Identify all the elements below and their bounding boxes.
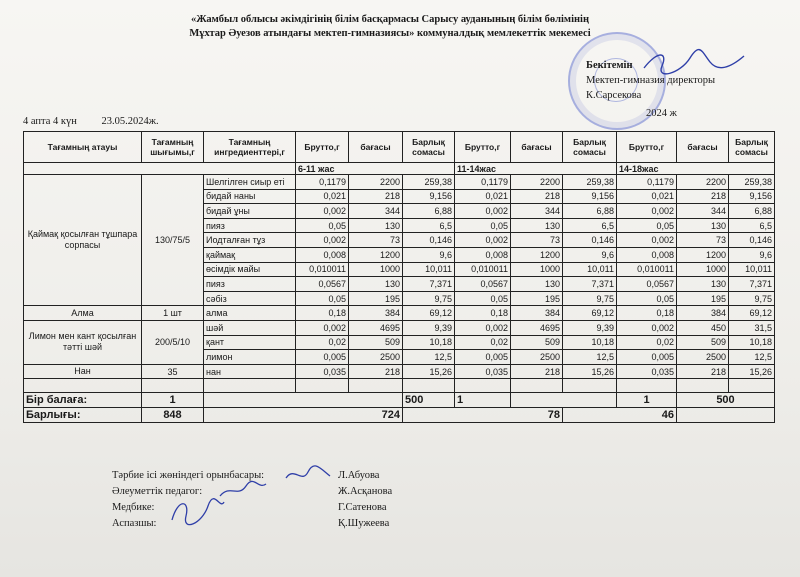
ingredient-value: 9,6 bbox=[403, 247, 455, 262]
ingredient-value: 12,5 bbox=[729, 350, 775, 365]
ingredient-value: 0,05 bbox=[617, 218, 677, 233]
approval-date-line bbox=[586, 106, 715, 121]
ingredient-row bbox=[24, 320, 775, 335]
ingredient-name: қаймақ bbox=[204, 247, 296, 262]
totals-d: 46 bbox=[563, 408, 677, 423]
ingredient-value: 4695 bbox=[511, 320, 563, 335]
ingredient-value: 509 bbox=[511, 335, 563, 350]
ingredient-value: 9,156 bbox=[729, 189, 775, 204]
ingredient-value: 2200 bbox=[349, 175, 403, 190]
ingredient-value: 9,6 bbox=[729, 247, 775, 262]
ingredient-name: қант bbox=[204, 335, 296, 350]
org-line-2: Мұхтар Әуезов атындағы мектеп-гимназиясы» коммуналдық мемлекеттік мекемесі bbox=[189, 28, 591, 39]
ingredient-value: 2500 bbox=[677, 350, 729, 365]
per-child-count-2: 1 bbox=[455, 393, 511, 408]
ingredient-value: 195 bbox=[349, 291, 403, 306]
ingredient-value: 218 bbox=[349, 189, 403, 204]
ingredient-value: 195 bbox=[511, 291, 563, 306]
age-group-row bbox=[24, 163, 775, 175]
dish-yield: 35 bbox=[142, 364, 204, 379]
ingredient-value: 344 bbox=[349, 204, 403, 219]
ingredient-row bbox=[24, 306, 775, 321]
col-brutto-3: Брутто,г bbox=[617, 132, 677, 163]
ingredient-value: 10,011 bbox=[563, 262, 617, 277]
ingredient-value: 0,05 bbox=[617, 291, 677, 306]
ingredient-value: 0,035 bbox=[296, 364, 349, 379]
ingredient-value: 218 bbox=[677, 364, 729, 379]
ingredient-value: 9,6 bbox=[563, 247, 617, 262]
dish-name: Лимон мен кант қосылған тәтті шәй bbox=[24, 320, 142, 364]
approval-name: К.Сарсекова bbox=[586, 90, 642, 101]
per-child-label: Бір балаға: bbox=[24, 393, 142, 408]
ingredient-value: 0,002 bbox=[455, 204, 511, 219]
age-group-3: 14-18жас bbox=[617, 163, 775, 175]
ingredient-name: лимон bbox=[204, 350, 296, 365]
ingredient-value: 1000 bbox=[511, 262, 563, 277]
ingredient-value: 0,05 bbox=[296, 291, 349, 306]
ingredient-value: 259,38 bbox=[729, 175, 775, 190]
ingredient-value: 0,0567 bbox=[296, 277, 349, 292]
ingredient-value: 344 bbox=[511, 204, 563, 219]
dish-yield: 130/75/5 bbox=[142, 175, 204, 306]
dish-name: Қаймақ қосылған тұшпара сорпасы bbox=[24, 175, 142, 306]
ingredient-name: сәбіз bbox=[204, 291, 296, 306]
ingredient-value: 15,26 bbox=[729, 364, 775, 379]
approval-year: 2024 ж bbox=[646, 108, 677, 119]
age-spacer bbox=[24, 163, 296, 175]
ingredient-value: 15,26 bbox=[563, 364, 617, 379]
ingredient-name: өсімдік майы bbox=[204, 262, 296, 277]
ingredient-value: 0,005 bbox=[455, 350, 511, 365]
ingredient-value: 2200 bbox=[677, 175, 729, 190]
ingredient-value: 73 bbox=[511, 233, 563, 248]
signature-scribble-icon bbox=[284, 464, 334, 486]
ingredient-name: Иодталған тұз bbox=[204, 233, 296, 248]
ingredient-value: 130 bbox=[677, 218, 729, 233]
ingredient-value: 6,88 bbox=[729, 204, 775, 219]
col-price-1: бағасы bbox=[349, 132, 403, 163]
totals-label: Барлығы: bbox=[24, 408, 142, 423]
ingredient-value: 9,156 bbox=[403, 189, 455, 204]
ingredient-value: 0,1179 bbox=[617, 175, 677, 190]
ingredient-value: 0,002 bbox=[617, 233, 677, 248]
col-sum-3: Барлық сомасы bbox=[729, 132, 775, 163]
ingredient-value: 0,05 bbox=[455, 291, 511, 306]
ingredient-value: 1000 bbox=[349, 262, 403, 277]
ingredient-value: 4695 bbox=[349, 320, 403, 335]
ingredient-value: 1200 bbox=[677, 247, 729, 262]
totals-a: 848 bbox=[142, 408, 204, 423]
ingredient-value: 6,5 bbox=[403, 218, 455, 233]
col-brutto-2: Брутто,г bbox=[455, 132, 511, 163]
ingredient-value: 0,008 bbox=[617, 247, 677, 262]
ingredient-value: 10,18 bbox=[403, 335, 455, 350]
ingredient-value: 259,38 bbox=[403, 175, 455, 190]
ingredient-value: 73 bbox=[349, 233, 403, 248]
col-yield: Тағамның шығымы,г bbox=[142, 132, 204, 163]
org-line-1: «Жамбыл облысы әкімдігінің білім басқармасы Сарысу ауданының білім бөлімінің bbox=[190, 14, 590, 25]
col-brutto-1: Брутто,г bbox=[296, 132, 349, 163]
signature-name: Қ.Шужеева bbox=[338, 518, 390, 529]
ingredient-value: 218 bbox=[677, 189, 729, 204]
signature-role: Тәрбие ісі жөніндегі орынбасары: bbox=[112, 470, 265, 481]
ingredient-value: 9,75 bbox=[403, 291, 455, 306]
ingredient-value: 218 bbox=[511, 364, 563, 379]
ingredient-name: нан bbox=[204, 364, 296, 379]
ingredient-value: 0,02 bbox=[296, 335, 349, 350]
ingredient-value: 6,88 bbox=[563, 204, 617, 219]
ingredient-value: 1000 bbox=[677, 262, 729, 277]
ingredient-value: 0,0567 bbox=[617, 277, 677, 292]
menu-date: 23.05.2024ж. bbox=[101, 116, 159, 127]
ingredient-value: 130 bbox=[511, 277, 563, 292]
ingredient-value: 15,26 bbox=[403, 364, 455, 379]
dish-name: Нан bbox=[24, 364, 142, 379]
ingredient-name: шәй bbox=[204, 320, 296, 335]
age-group-1: 6-11 жас bbox=[296, 163, 455, 175]
ingredient-value: 2200 bbox=[511, 175, 563, 190]
ingredient-value: 384 bbox=[349, 306, 403, 321]
blank-row bbox=[24, 379, 775, 393]
col-sum-2: Барлық сомасы bbox=[563, 132, 617, 163]
ingredient-value: 0,146 bbox=[403, 233, 455, 248]
ingredient-name: алма bbox=[204, 306, 296, 321]
ingredient-value: 0,02 bbox=[455, 335, 511, 350]
ingredient-value: 0,0567 bbox=[455, 277, 511, 292]
ingredient-value: 0,002 bbox=[455, 320, 511, 335]
per-child-count-1: 1 bbox=[142, 393, 204, 408]
signature-name: Г.Сатенова bbox=[338, 502, 387, 513]
ingredient-name: пияз bbox=[204, 277, 296, 292]
ingredient-value: 10,011 bbox=[403, 262, 455, 277]
ingredient-value: 12,5 bbox=[563, 350, 617, 365]
ingredient-value: 0,021 bbox=[455, 189, 511, 204]
ingredient-value: 218 bbox=[349, 364, 403, 379]
ingredient-row bbox=[24, 175, 775, 190]
ingredient-value: 10,18 bbox=[563, 335, 617, 350]
signature-role: Аспазшы: bbox=[112, 518, 157, 529]
ingredient-value: 0,021 bbox=[296, 189, 349, 204]
ingredient-value: 0,1179 bbox=[455, 175, 511, 190]
ingredient-value: 0,146 bbox=[563, 233, 617, 248]
approval-position: Мектеп-гимназия директоры bbox=[586, 75, 716, 86]
ingredient-value: 2500 bbox=[349, 350, 403, 365]
ingredient-value: 344 bbox=[677, 204, 729, 219]
week-day: 4 апта 4 күн bbox=[23, 116, 77, 127]
ingredient-value: 259,38 bbox=[563, 175, 617, 190]
ingredient-value: 0,010011 bbox=[617, 262, 677, 277]
signature-name: Ж.Асқанова bbox=[338, 486, 393, 497]
ingredient-value: 7,371 bbox=[729, 277, 775, 292]
ingredient-value: 130 bbox=[349, 218, 403, 233]
ingredient-value: 0,008 bbox=[455, 247, 511, 262]
col-sum-1: Барлық сомасы bbox=[403, 132, 455, 163]
ingredient-value: 10,18 bbox=[729, 335, 775, 350]
ingredient-value: 0,010011 bbox=[296, 262, 349, 277]
totals-c: 78 bbox=[403, 408, 563, 423]
per-child-row bbox=[24, 393, 775, 408]
per-child-sum-3: 500 bbox=[677, 393, 775, 408]
ingredient-value: 384 bbox=[511, 306, 563, 321]
dish-yield: 200/5/10 bbox=[142, 320, 204, 364]
totals-b: 724 bbox=[204, 408, 403, 423]
ingredient-value: 9,75 bbox=[729, 291, 775, 306]
ingredient-value: 0,18 bbox=[296, 306, 349, 321]
col-price-2: бағасы bbox=[511, 132, 563, 163]
ingredient-value: 6,5 bbox=[729, 218, 775, 233]
ingredient-value: 130 bbox=[349, 277, 403, 292]
ingredient-value: 0,005 bbox=[296, 350, 349, 365]
dish-name: Алма bbox=[24, 306, 142, 321]
ingredient-value: 509 bbox=[349, 335, 403, 350]
ingredient-value: 0,002 bbox=[296, 233, 349, 248]
ingredient-value: 509 bbox=[677, 335, 729, 350]
age-group-2: 11-14жас bbox=[455, 163, 617, 175]
signature-scribble-icon bbox=[168, 494, 228, 528]
ingredient-value: 0,002 bbox=[455, 233, 511, 248]
ingredient-value: 0,05 bbox=[296, 218, 349, 233]
ingredient-value: 0,146 bbox=[729, 233, 775, 248]
ingredient-value: 0,1179 bbox=[296, 175, 349, 190]
ingredient-value: 0,02 bbox=[617, 335, 677, 350]
signature-name: Л.Абуова bbox=[338, 470, 380, 481]
ingredient-name: бидай ұны bbox=[204, 204, 296, 219]
ingredient-value: 69,12 bbox=[729, 306, 775, 321]
ingredient-value: 450 bbox=[677, 320, 729, 335]
signature-role: Медбике: bbox=[112, 502, 155, 513]
totals-row bbox=[24, 408, 775, 423]
ingredient-name: бидай наны bbox=[204, 189, 296, 204]
signature-role: Әлеуметтік педагог: bbox=[112, 486, 203, 497]
ingredient-row bbox=[24, 364, 775, 379]
ingredient-name: пияз bbox=[204, 218, 296, 233]
ingredient-value: 1200 bbox=[349, 247, 403, 262]
header-row bbox=[24, 132, 775, 163]
ingredient-value: 218 bbox=[511, 189, 563, 204]
ingredient-value: 0,021 bbox=[617, 189, 677, 204]
ingredient-value: 69,12 bbox=[563, 306, 617, 321]
per-child-sum-1: 500 bbox=[403, 393, 455, 408]
dish-yield: 1 шт bbox=[142, 306, 204, 321]
ingredient-value: 195 bbox=[677, 291, 729, 306]
ingredient-value: 130 bbox=[511, 218, 563, 233]
ingredient-value: 0,008 bbox=[296, 247, 349, 262]
ingredient-value: 31,5 bbox=[729, 320, 775, 335]
ingredient-value: 0,18 bbox=[617, 306, 677, 321]
ingredient-value: 10,011 bbox=[729, 262, 775, 277]
per-child-count-3: 1 bbox=[617, 393, 677, 408]
col-price-3: бағасы bbox=[677, 132, 729, 163]
col-dish-name: Тағамның атауы bbox=[24, 132, 142, 163]
ingredient-value: 0,010011 bbox=[455, 262, 511, 277]
ingredient-value: 12,5 bbox=[403, 350, 455, 365]
ingredient-value: 6,88 bbox=[403, 204, 455, 219]
approval-label: Бекітемін bbox=[586, 60, 633, 71]
ingredient-value: 0,002 bbox=[296, 320, 349, 335]
ingredient-value: 69,12 bbox=[403, 306, 455, 321]
ingredient-name: Шелгілген сиыр еті bbox=[204, 175, 296, 190]
ingredient-value: 9,39 bbox=[403, 320, 455, 335]
ingredient-value: 1200 bbox=[511, 247, 563, 262]
ingredient-value: 384 bbox=[677, 306, 729, 321]
ingredient-value: 0,035 bbox=[455, 364, 511, 379]
ingredient-value: 0,035 bbox=[617, 364, 677, 379]
ingredient-value: 0,18 bbox=[455, 306, 511, 321]
ingredient-value: 73 bbox=[677, 233, 729, 248]
ingredient-value: 9,156 bbox=[563, 189, 617, 204]
menu-date-bar bbox=[23, 116, 159, 127]
col-ingredients: Тағамның ингредиенттері,г bbox=[204, 132, 296, 163]
ingredient-value: 0,05 bbox=[455, 218, 511, 233]
ingredient-value: 7,371 bbox=[403, 277, 455, 292]
ingredient-value: 2500 bbox=[511, 350, 563, 365]
approval-block bbox=[586, 58, 715, 121]
ingredient-value: 0,002 bbox=[617, 204, 677, 219]
ingredient-value: 0,005 bbox=[617, 350, 677, 365]
organization-header bbox=[150, 13, 630, 41]
menu-table bbox=[23, 131, 775, 423]
ingredient-value: 9,39 bbox=[563, 320, 617, 335]
ingredient-value: 130 bbox=[677, 277, 729, 292]
ingredient-value: 0,002 bbox=[617, 320, 677, 335]
ingredient-value: 6,5 bbox=[563, 218, 617, 233]
ingredient-value: 0,002 bbox=[296, 204, 349, 219]
ingredient-value: 7,371 bbox=[563, 277, 617, 292]
ingredient-value: 9,75 bbox=[563, 291, 617, 306]
